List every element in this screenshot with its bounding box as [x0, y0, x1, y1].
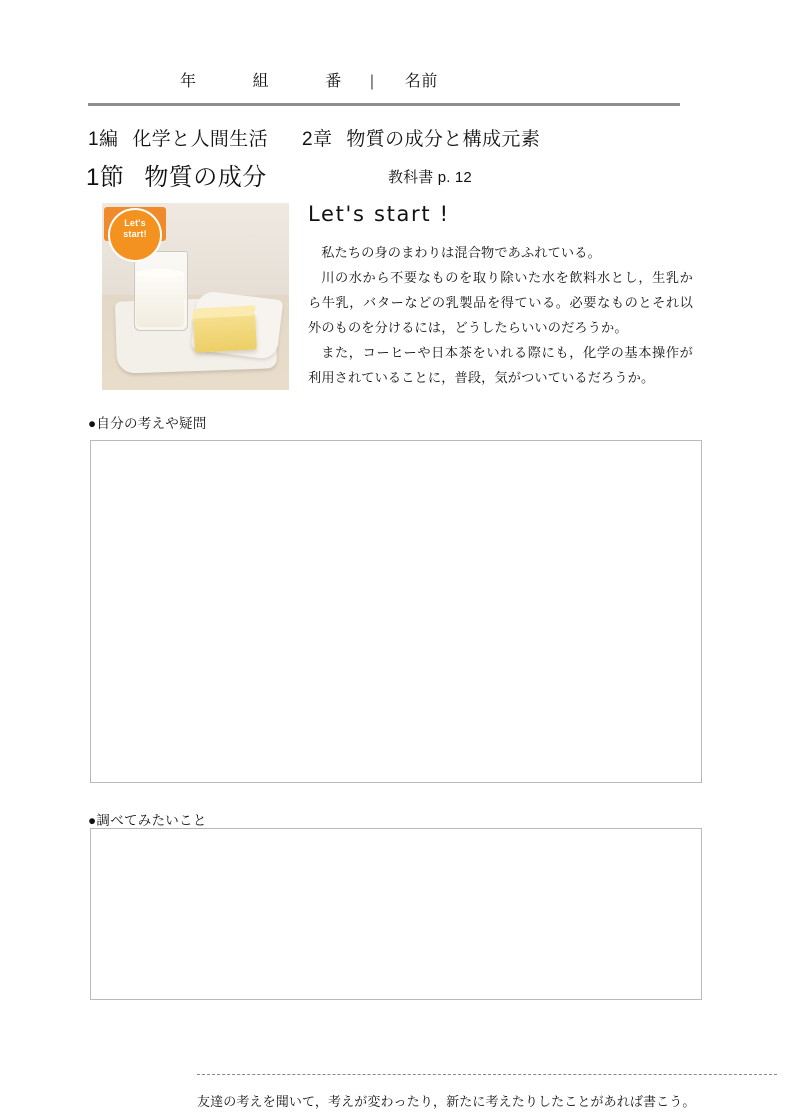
section-name: 物質の成分	[144, 164, 267, 191]
answer-box-divider	[197, 1074, 777, 1075]
badge-text	[110, 218, 160, 240]
unit-number: 1編	[88, 129, 119, 150]
answer-box-topics-to-research[interactable]	[90, 828, 702, 1000]
chapter-number: 2章	[302, 129, 333, 150]
student-info-line	[88, 68, 680, 91]
lets-start-body	[308, 240, 693, 390]
header-divider	[88, 103, 680, 106]
photo-butter-block	[193, 313, 257, 352]
section-number: 1節	[86, 164, 125, 191]
year-label: 年	[180, 73, 197, 90]
lets-start-heading: Let's start !	[308, 202, 450, 226]
name-label: 名前	[404, 73, 438, 90]
badge-line-1: Let's	[124, 218, 146, 228]
class-label: 組	[252, 73, 270, 90]
photo-milk-surface	[136, 269, 184, 278]
badge-line-2: start!	[123, 229, 147, 239]
lets-start-paragraph: 私たちの身のまわりは混合物であふれている。	[321, 245, 601, 260]
lets-start-badge-icon	[104, 207, 166, 255]
chapter-name: 物質の成分と構成元素	[346, 129, 541, 150]
textbook-reference: 教科書 p. 12	[388, 169, 472, 186]
section-heading	[86, 157, 267, 192]
lets-start-paragraph: また，コーヒーや日本茶をいれる際にも，化学の基本操作が利用されていることに，普段，気がついているだろうか。	[308, 345, 693, 385]
section-label-own-ideas: ●自分の考えや疑問	[88, 416, 207, 431]
lets-start-paragraph: 川の水から不要なものを取り除いた水を飲料水とし，生乳から牛乳，バターなどの乳製品を得ている。必要なものとそれ以外のものを分けるには，どうしたらいいのだろうか。	[308, 270, 693, 335]
friend-note-instruction: 友達の考えを聞いて，考えが変わったり，新たに考えたりしたことがあれば書こう。	[197, 1094, 696, 1109]
number-label: 番	[325, 73, 342, 90]
separator: |	[369, 73, 375, 90]
unit-name: 化学と人間生活	[132, 129, 268, 150]
photo-milk	[136, 273, 184, 327]
section-label-topics-to-research: ●調べてみたいこと	[88, 813, 207, 828]
unit-chapter-heading	[88, 124, 540, 151]
